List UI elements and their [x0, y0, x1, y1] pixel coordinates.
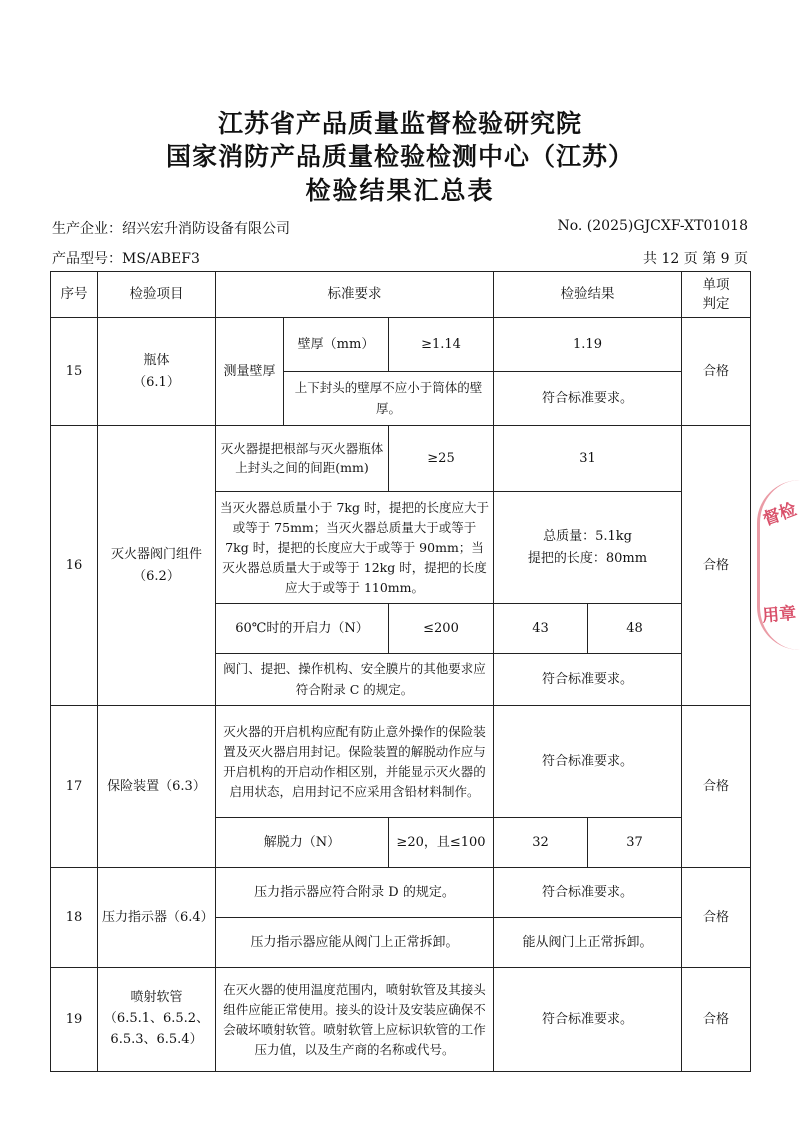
result-handle-length: 提把的长度：80mm — [527, 550, 648, 566]
requirement-text: 在灭火器的使用温度范围内，喷射软管及其接头组件应能正常使用。接头的设计及安装应确保不会破坏喷射软管。喷射软管上应标识软管的工作压力值，以及生产商的名称或代号。 — [216, 968, 494, 1072]
limit: ≤200 — [389, 604, 494, 654]
header-standard: 标准要求 — [216, 272, 494, 318]
result-value-a: 32 — [494, 818, 588, 868]
result-mass: 总质量：5.1kg — [543, 529, 632, 545]
row-number: 18 — [51, 868, 98, 968]
row-number: 16 — [51, 426, 98, 706]
result-text: 能从阀门上正常拆卸。 — [494, 918, 682, 968]
item-name-line2: （6.1） — [133, 374, 180, 390]
table-row-19 — [51, 968, 751, 1072]
verdict: 合格 — [682, 868, 751, 968]
header-verdict — [682, 272, 751, 318]
verdict: 合格 — [682, 706, 751, 868]
requirement-text: 压力指示器应能从阀门上正常拆卸。 — [216, 918, 494, 968]
header-result: 检验结果 — [494, 272, 682, 318]
limit: ≥25 — [389, 426, 494, 492]
result-value-a: 43 — [494, 604, 588, 654]
result-value-b: 48 — [588, 604, 682, 654]
verdict: 合格 — [682, 318, 751, 426]
item-name — [98, 426, 216, 706]
item-name — [98, 318, 216, 426]
header-verdict-line1: 单项 — [702, 277, 730, 294]
item-name: 压力指示器（6.4） — [98, 868, 216, 968]
table-row-15 — [51, 318, 751, 372]
item-name: 喷射软管（6.5.1、6.5.2、6.5.3、6.5.4） — [98, 968, 216, 1072]
parameter: 解脱力（N） — [216, 818, 389, 868]
requirement-text: 灭火器的开启机构应配有防止意外操作的保险装置及灭火器启用封记。保险装置的解脱动作应与开启机构的开启动作相区别，并能显示灭火器的启用状态，启用封记不应采用含铅材料制作。 — [216, 706, 494, 818]
result-value: 1.19 — [494, 318, 682, 372]
header-item: 检验项目 — [98, 272, 216, 318]
parameter: 壁厚（mm） — [284, 318, 389, 372]
result-text: 符合标准要求。 — [494, 372, 682, 426]
seal-text-top: 督检 — [760, 499, 800, 531]
seal-text-bottom: 用章 — [761, 603, 798, 627]
result-value: 31 — [494, 426, 682, 492]
row-number: 15 — [51, 318, 98, 426]
requirement-text: 上下封头的壁厚不应小于筒体的壁厚。 — [284, 372, 494, 426]
row-number: 17 — [51, 706, 98, 868]
requirement-text: 当灭火器总质量小于 7kg 时，提把的长度应大于或等于 75mm；当灭火器总质量大于或等于 7kg 时，提把的长度应大于或等于 90mm；当灭火器总质量大于或等于 12kg 时，提把的长度应大于或等于 110mm。 — [216, 492, 494, 604]
limit: ≥20，且≤100 — [389, 818, 494, 868]
sub-item: 测量壁厚 — [216, 318, 284, 426]
institute-title: 江苏省产品质量监督检验研究院 — [217, 109, 582, 138]
result-text: 符合标准要求。 — [494, 968, 682, 1072]
item-name-line2: （6.2） — [133, 568, 180, 584]
item-name: 保险装置（6.3） — [98, 706, 216, 868]
page-counter: 共 12 页 第 9 页 — [643, 251, 748, 267]
center-title: 国家消防产品质量检验检测中心（江苏） — [165, 142, 634, 171]
result-text: 符合标准要求。 — [494, 654, 682, 706]
model-field: 产品型号：MS/ABEF3 — [52, 251, 200, 267]
report-number: No. (2025)GJCXF-XT01018 — [557, 218, 748, 234]
item-name-line1: 灭火器阀门组件 — [110, 547, 202, 563]
parameter: 60℃时的开启力（N） — [216, 604, 389, 654]
header-no: 序号 — [51, 272, 98, 318]
result-text: 符合标准要求。 — [494, 706, 682, 818]
document-title: 检验结果汇总表 — [305, 176, 495, 205]
results-table — [50, 271, 751, 1072]
row-number: 19 — [51, 968, 98, 1072]
result-value-b: 37 — [588, 818, 682, 868]
requirement-text: 压力指示器应符合附录 D 的规定。 — [216, 868, 494, 918]
table-row-17 — [51, 706, 751, 818]
header-verdict-line2: 判定 — [702, 295, 730, 312]
table-row-16 — [51, 426, 751, 492]
parameter: 灭火器提把根部与灭火器瓶体上封头之间的间距(mm) — [216, 426, 389, 492]
table-row-18 — [51, 868, 751, 918]
result-text: 符合标准要求。 — [494, 868, 682, 918]
verdict: 合格 — [682, 968, 751, 1072]
manufacturer-field: 生产企业：绍兴宏升消防设备有限公司 — [52, 221, 290, 237]
verdict: 合格 — [682, 426, 751, 706]
item-name-line1: 瓶体 — [143, 353, 170, 369]
result-text — [494, 492, 682, 604]
header-row — [51, 272, 751, 318]
requirement-text: 阀门、提把、操作机构、安全膜片的其他要求应符合附录 C 的规定。 — [216, 654, 494, 706]
limit: ≥1.14 — [389, 318, 494, 372]
